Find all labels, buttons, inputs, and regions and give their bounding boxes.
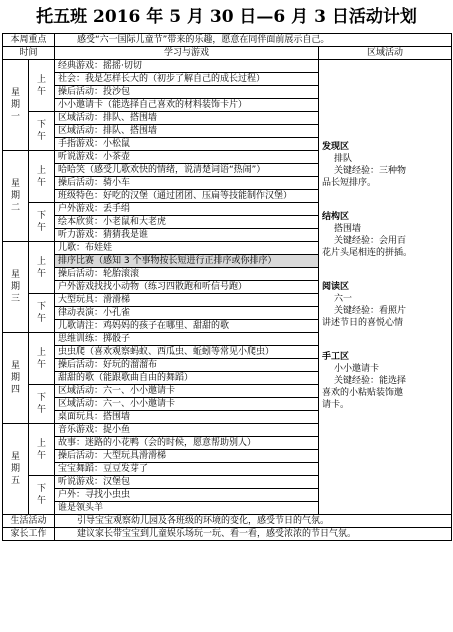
- family-row: [3, 528, 452, 541]
- activity-cell: 哈哈笑（感受儿歌欢快的情绪，说清楚词语“热闹”）: [55, 164, 319, 177]
- half-label-chars: [32, 210, 51, 234]
- afternoon-label: [29, 294, 55, 333]
- half-label-chars: [32, 483, 51, 507]
- header-area: 区域活动: [319, 47, 452, 60]
- area-block: [322, 281, 448, 329]
- half-label-char: 下: [37, 393, 47, 403]
- day-label-chars: [6, 269, 25, 305]
- area-title: 发现区: [322, 142, 350, 152]
- activity-cell: 户外：寻找小虫虫: [55, 489, 319, 502]
- day-label-char: 星: [10, 88, 20, 98]
- activity-cell: 经典游戏：摇摇·切切: [55, 60, 319, 73]
- activity-cell: 桌面玩具：搭围墙: [55, 411, 319, 424]
- day-label-char: 二: [10, 203, 20, 213]
- activity-cell: 操后活动：大型玩具滑滑梯: [55, 450, 319, 463]
- day-label-char: 星: [10, 452, 20, 462]
- half-label-char: 上: [37, 438, 47, 449]
- afternoon-label: [29, 203, 55, 242]
- area-title: 结构区: [322, 212, 350, 222]
- area-line: 小小邀请卡: [334, 364, 380, 374]
- morning-label: [29, 333, 55, 385]
- day-label-char: 三: [10, 294, 20, 304]
- area-line: 搭围墙: [334, 224, 362, 234]
- half-label-chars: [32, 256, 51, 280]
- afternoon-label: [29, 112, 55, 151]
- page-title: 托五班 2016 年 5 月 30 日—6 月 3 日活动计划: [36, 7, 417, 27]
- half-label-char: 午: [37, 223, 47, 233]
- activity-cell: 儿歌：布娃娃: [55, 242, 319, 255]
- activity-cell: 排序比赛（感知 3 个事物按长短进行正排序或你排序）: [55, 255, 319, 268]
- day-label-char: 期: [10, 100, 20, 110]
- half-label-char: 上: [37, 74, 47, 85]
- half-label-char: 午: [37, 450, 47, 461]
- half-label-char: 上: [37, 256, 47, 267]
- half-label-char: 午: [37, 496, 47, 506]
- activity-cell: 区域活动：排队、搭围墙: [55, 125, 319, 138]
- activity-cell: 宝宝舞蹈：豆豆发芽了: [55, 463, 319, 476]
- day-label: [3, 242, 29, 333]
- half-label-char: 午: [37, 314, 47, 324]
- area-block: [322, 141, 448, 189]
- activity-cell: 操后活动：好玩的溜溜布: [55, 359, 319, 372]
- plan-table: [2, 33, 452, 541]
- day-label-char: 期: [10, 282, 20, 292]
- half-label-char: 午: [37, 268, 47, 279]
- day-label-chars: [6, 87, 25, 123]
- day-label-chars: [6, 451, 25, 487]
- activity-cell: 手指游戏：小松鼠: [55, 138, 319, 151]
- day-label-char: 星: [10, 179, 20, 189]
- half-label-char: 午: [37, 359, 47, 370]
- day-label-chars: [6, 178, 25, 214]
- day-label-char: 星: [10, 361, 20, 371]
- family-label: 家长工作: [3, 528, 55, 541]
- area-line: 关键经验：三种物: [334, 166, 407, 176]
- area-block: [322, 351, 448, 411]
- morning-label: [29, 60, 55, 112]
- life-text: 引导宝宝观察幼儿园及各班级的环境的变化，感受节日的气氛。: [55, 515, 452, 528]
- half-label-char: 午: [37, 177, 47, 188]
- day-label-chars: [6, 360, 25, 396]
- life-row: [3, 515, 452, 528]
- half-label-char: 下: [37, 484, 47, 494]
- morning-label: [29, 424, 55, 476]
- area-line: 关键经验：会用百: [334, 236, 407, 246]
- area-line: 六一: [334, 294, 353, 304]
- focus-label: 本周重点: [3, 34, 55, 47]
- day-label-char: 星: [10, 270, 20, 280]
- activity-cell: 操后活动：轮胎滚滚: [55, 268, 319, 281]
- header-activities: 学习与游戏: [55, 47, 319, 60]
- day-label-char: 四: [10, 385, 20, 395]
- activity-cell: 户外游戏：丢手绢: [55, 203, 319, 216]
- half-label-char: 下: [37, 302, 47, 312]
- activity-cell: 绘本欣赏：小老鼠和大老虎: [55, 216, 319, 229]
- morning-label: [29, 242, 55, 294]
- afternoon-label: [29, 385, 55, 424]
- area-title: 手工区: [322, 352, 350, 362]
- focus-text: 感受“六一国际儿童节”带来的乐趣，愿意在同伴面前展示自己。: [55, 34, 452, 47]
- half-label-chars: [32, 438, 51, 462]
- activity-cell: 操后活动：投沙包: [55, 86, 319, 99]
- activity-cell: 区域活动：六一、小小邀请卡: [55, 385, 319, 398]
- day-label: [3, 424, 29, 515]
- half-label-char: 下: [37, 120, 47, 130]
- area-activities-cell: [319, 60, 452, 515]
- activity-cell: 律动表演：小孔雀: [55, 307, 319, 320]
- activity-cell: 听说游戏：小茶壶: [55, 151, 319, 164]
- activity-cell: 听力游戏：猜猜我是谁: [55, 229, 319, 242]
- area-line: 讲述节日的喜悦心情: [322, 318, 404, 328]
- family-text: 建议家长带宝宝到儿童娱乐场玩一玩、看一看，感受浓浓的节日气氛。: [55, 528, 452, 541]
- activity-cell: 谁是领头羊: [55, 502, 319, 515]
- half-label-chars: [32, 74, 51, 98]
- half-label-chars: [32, 301, 51, 325]
- half-label-chars: [32, 347, 51, 371]
- half-label-char: 午: [37, 405, 47, 415]
- area-line: 喜欢的小粘贴装饰邀: [322, 388, 404, 398]
- area-line: 请卡。: [322, 400, 350, 410]
- activity-cell: 区域活动：排队、搭围墙: [55, 112, 319, 125]
- half-label-char: 午: [37, 132, 47, 142]
- area-title: 阅读区: [322, 282, 350, 292]
- life-label: 生活活动: [3, 515, 55, 528]
- activity-cell: 儿歌请注：鸡妈妈的孩子在哪里、甜甜的歌: [55, 320, 319, 333]
- half-label-char: 午: [37, 86, 47, 97]
- half-label-char: 上: [37, 347, 47, 358]
- activity-cell: 户外游戏找找小动物（练习四散跑和听信号跑）: [55, 281, 319, 294]
- half-label-chars: [32, 165, 51, 189]
- header-row: [3, 47, 452, 60]
- day-label-char: 期: [10, 464, 20, 474]
- half-label-char: 下: [37, 211, 47, 221]
- half-label-chars: [32, 392, 51, 416]
- day-label-char: 期: [10, 373, 20, 383]
- activity-cell: 班级特色：好吃的汉堡（通过团团、压扁等技能制作汉堡）: [55, 190, 319, 203]
- activity-cell: 区域活动：六一、小小邀请卡: [55, 398, 319, 411]
- activity-cell: 小小邀请卡（能选择自己喜欢的材料装饰卡片）: [55, 99, 319, 112]
- activity-cell: 听说游戏：汉堡包: [55, 476, 319, 489]
- day-label: [3, 151, 29, 242]
- area-line: 排队: [334, 154, 353, 164]
- activity-cell: 大型玩具：滑滑梯: [55, 294, 319, 307]
- morning-label: [29, 151, 55, 203]
- area-line: 关键经验：能选择: [334, 376, 407, 386]
- area-line: 花片头尾相连的拼插。: [322, 248, 413, 258]
- activity-cell: 音乐游戏：捉小鱼: [55, 424, 319, 437]
- activity-cell: 故事：迷路的小花鸭（会的时候，愿意帮助别人）: [55, 437, 319, 450]
- half-label-chars: [32, 119, 51, 143]
- day-label-char: 期: [10, 191, 20, 201]
- area-line: 关键经验：看照片: [334, 306, 407, 316]
- header-time: 时间: [3, 47, 55, 60]
- activity-row: [3, 60, 452, 73]
- half-label-char: 上: [37, 165, 47, 176]
- day-label-char: 一: [10, 112, 20, 122]
- activity-cell: 思维训练：掷骰子: [55, 333, 319, 346]
- day-label-char: 五: [10, 476, 20, 486]
- activity-cell: 甜甜的歌（能跟歌曲自由的舞蹈）: [55, 372, 319, 385]
- activity-cell: 社会：我是怎样长大的（初步了解自己的成长过程）: [55, 73, 319, 86]
- area-block: [322, 211, 448, 259]
- area-line: 品长短排序。: [322, 178, 377, 188]
- day-label: [3, 333, 29, 424]
- afternoon-label: [29, 476, 55, 515]
- focus-row: [3, 34, 452, 47]
- day-label: [3, 60, 29, 151]
- activity-cell: 操后活动：骑小车: [55, 177, 319, 190]
- activity-cell: 虫虫爬（喜欢观察蚂蚁、西瓜虫、蚯蚓等常见小爬虫）: [55, 346, 319, 359]
